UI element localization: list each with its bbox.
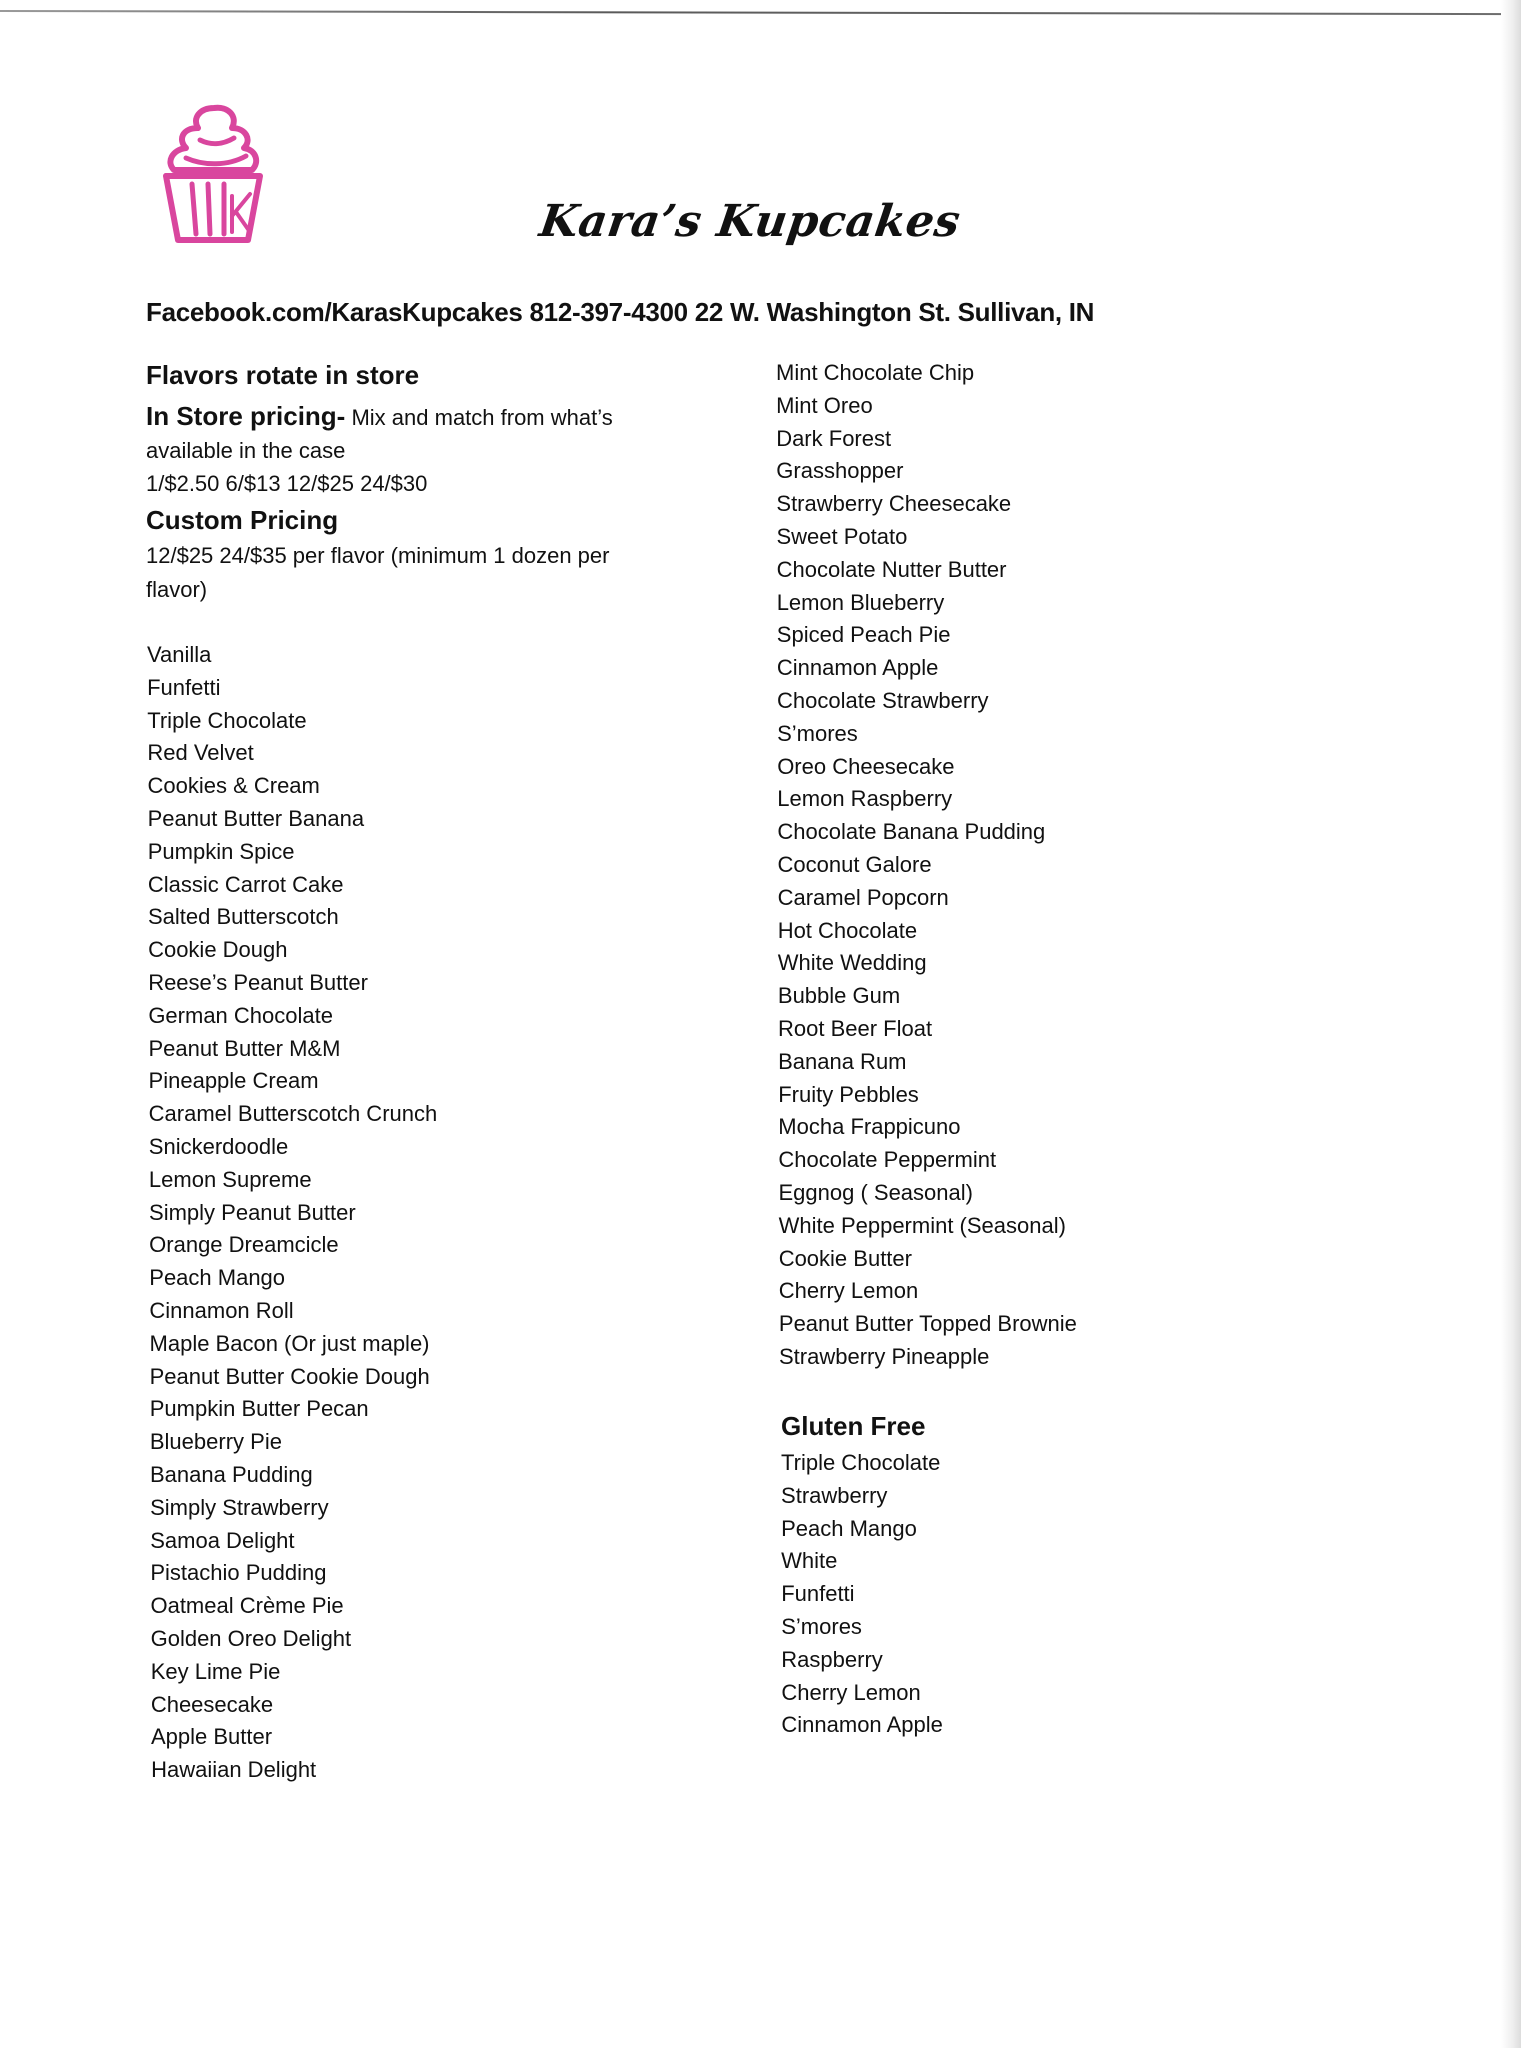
list-item: Mocha Frappicuno <box>778 1114 961 1140</box>
list-item: Sweet Potato <box>776 524 908 549</box>
list-item: Lemon Raspberry <box>777 786 953 812</box>
list-item: Caramel Popcorn <box>777 884 949 910</box>
list-item: Key Lime Pie <box>150 1658 281 1684</box>
list-item: Chocolate Peppermint <box>778 1147 997 1173</box>
list-item: Strawberry Cheesecake <box>776 491 1012 517</box>
in-store-prices: 1/$2.50 6/$13 12/$25 24/$30 <box>146 471 428 496</box>
list-item: Simply Peanut Butter <box>149 1199 356 1225</box>
list-item: Pumpkin Spice <box>147 838 295 864</box>
custom-pricing-text-2: flavor) <box>146 577 208 602</box>
list-item: Peach Mango <box>781 1515 917 1541</box>
list-item: Samoa Delight <box>150 1527 295 1553</box>
list-item: Cookies & Cream <box>147 773 320 799</box>
list-item: Simply Strawberry <box>150 1494 329 1520</box>
list-item: Peanut Butter M&M <box>148 1035 341 1061</box>
custom-pricing-text-1: 12/$25 24/$35 per flavor (minimum 1 dozen per <box>146 543 610 568</box>
in-store-text-2: available in the case <box>146 438 346 463</box>
list-item: Pineapple Cream <box>148 1068 319 1094</box>
list-item: Golden Oreo Delight <box>150 1626 352 1651</box>
list-item: Vanilla <box>147 642 212 667</box>
list-item: Lemon Blueberry <box>776 589 945 615</box>
list-item: Grasshopper <box>776 458 904 484</box>
list-item: Lemon Supreme <box>148 1166 312 1192</box>
list-item: Triple Chocolate <box>781 1450 941 1475</box>
list-item: Chocolate Strawberry <box>777 688 989 713</box>
cupcake-logo-icon <box>152 100 276 250</box>
list-item: Oreo Cheesecake <box>777 753 955 779</box>
list-item: Spiced Peach Pie <box>776 622 951 648</box>
list-item: Peach Mango <box>149 1265 286 1291</box>
list-item: Root Beer Float <box>778 1016 933 1041</box>
custom-pricing-heading: Custom Pricing <box>146 505 339 535</box>
list-item: Chocolate Banana Pudding <box>777 819 1046 845</box>
contact-line: Facebook.com/KarasKupcakes 812-397-4300 22 W. Washington St. Sullivan, IN <box>146 297 1095 327</box>
list-item: Bubble Gum <box>777 983 901 1009</box>
list-item: Triple Chocolate <box>147 707 307 733</box>
list-item: Cherry Lemon <box>778 1278 919 1304</box>
list-item: Strawberry <box>781 1482 888 1508</box>
list-item: Salted Butterscotch <box>147 904 339 930</box>
list-item: Funfetti <box>781 1581 855 1607</box>
list-item: Classic Carrot Cake <box>147 871 344 897</box>
list-item: Mint Chocolate Chip <box>776 360 975 385</box>
list-item: Peanut Butter Cookie Dough <box>149 1363 430 1389</box>
list-item: Apple Butter <box>150 1724 273 1750</box>
list-item: Hot Chocolate <box>777 917 918 943</box>
list-item: Red Velvet <box>147 740 254 766</box>
list-item: Cinnamon Roll <box>149 1298 294 1323</box>
list-item: Pistachio Pudding <box>150 1560 327 1586</box>
list-item: Cinnamon Apple <box>781 1712 943 1738</box>
list-item: Chocolate Nutter Butter <box>776 556 1007 582</box>
page-title: Kara’s Kupcakes <box>536 196 964 247</box>
list-item: Hawaiian Delight <box>151 1757 317 1783</box>
list-item: S’mores <box>777 720 858 746</box>
list-item: White Wedding <box>777 950 927 976</box>
list-item: Pumpkin Butter Pecan <box>149 1396 369 1422</box>
list-item: Coconut Galore <box>777 852 932 877</box>
scan-edge-right <box>1501 0 1521 2048</box>
list-item: Cheesecake <box>150 1691 274 1717</box>
list-item: Cinnamon Apple <box>776 655 939 681</box>
rotate-heading: Flavors rotate in store <box>146 360 420 390</box>
list-item: German Chocolate <box>148 1002 333 1028</box>
in-store-heading: In Store pricing- <box>146 401 346 431</box>
list-item: White <box>781 1548 838 1574</box>
list-item: Mint Oreo <box>776 392 873 418</box>
list-item: Peanut Butter Topped Brownie <box>778 1311 1077 1337</box>
gluten-free-heading: Gluten Free <box>781 1411 926 1441</box>
list-item: Oatmeal Crème Pie <box>150 1593 344 1619</box>
list-item: S’mores <box>781 1614 862 1639</box>
list-item: Snickerdoodle <box>148 1134 289 1159</box>
list-item: Blueberry Pie <box>149 1429 282 1455</box>
list-item: Funfetti <box>147 674 221 700</box>
list-item: Peanut Butter Banana <box>147 806 365 831</box>
list-item: Fruity Pebbles <box>778 1081 919 1107</box>
list-item: White Peppermint (Seasonal) <box>778 1212 1066 1238</box>
list-item: Dark Forest <box>776 425 892 451</box>
in-store-line <box>146 401 613 432</box>
list-item: Strawberry Pineapple <box>779 1344 990 1369</box>
list-item: Caramel Butterscotch Crunch <box>148 1101 438 1127</box>
in-store-text-1: Mix and match from what’s <box>351 405 613 430</box>
list-item: Cookie Dough <box>148 937 288 963</box>
list-item: Orange Dreamcicle <box>149 1232 339 1258</box>
list-item: Raspberry <box>781 1646 883 1672</box>
list-item: Eggnog ( Seasonal) <box>778 1180 973 1205</box>
list-item: Reese’s Peanut Butter <box>148 970 368 995</box>
list-item: Banana Rum <box>778 1048 907 1074</box>
list-item: Banana Pudding <box>150 1462 313 1487</box>
list-item: Cherry Lemon <box>781 1679 921 1705</box>
list-item: Cookie Butter <box>778 1245 912 1271</box>
list-item: Maple Bacon (Or just maple) <box>149 1330 430 1356</box>
scan-edge-top <box>0 10 1521 15</box>
